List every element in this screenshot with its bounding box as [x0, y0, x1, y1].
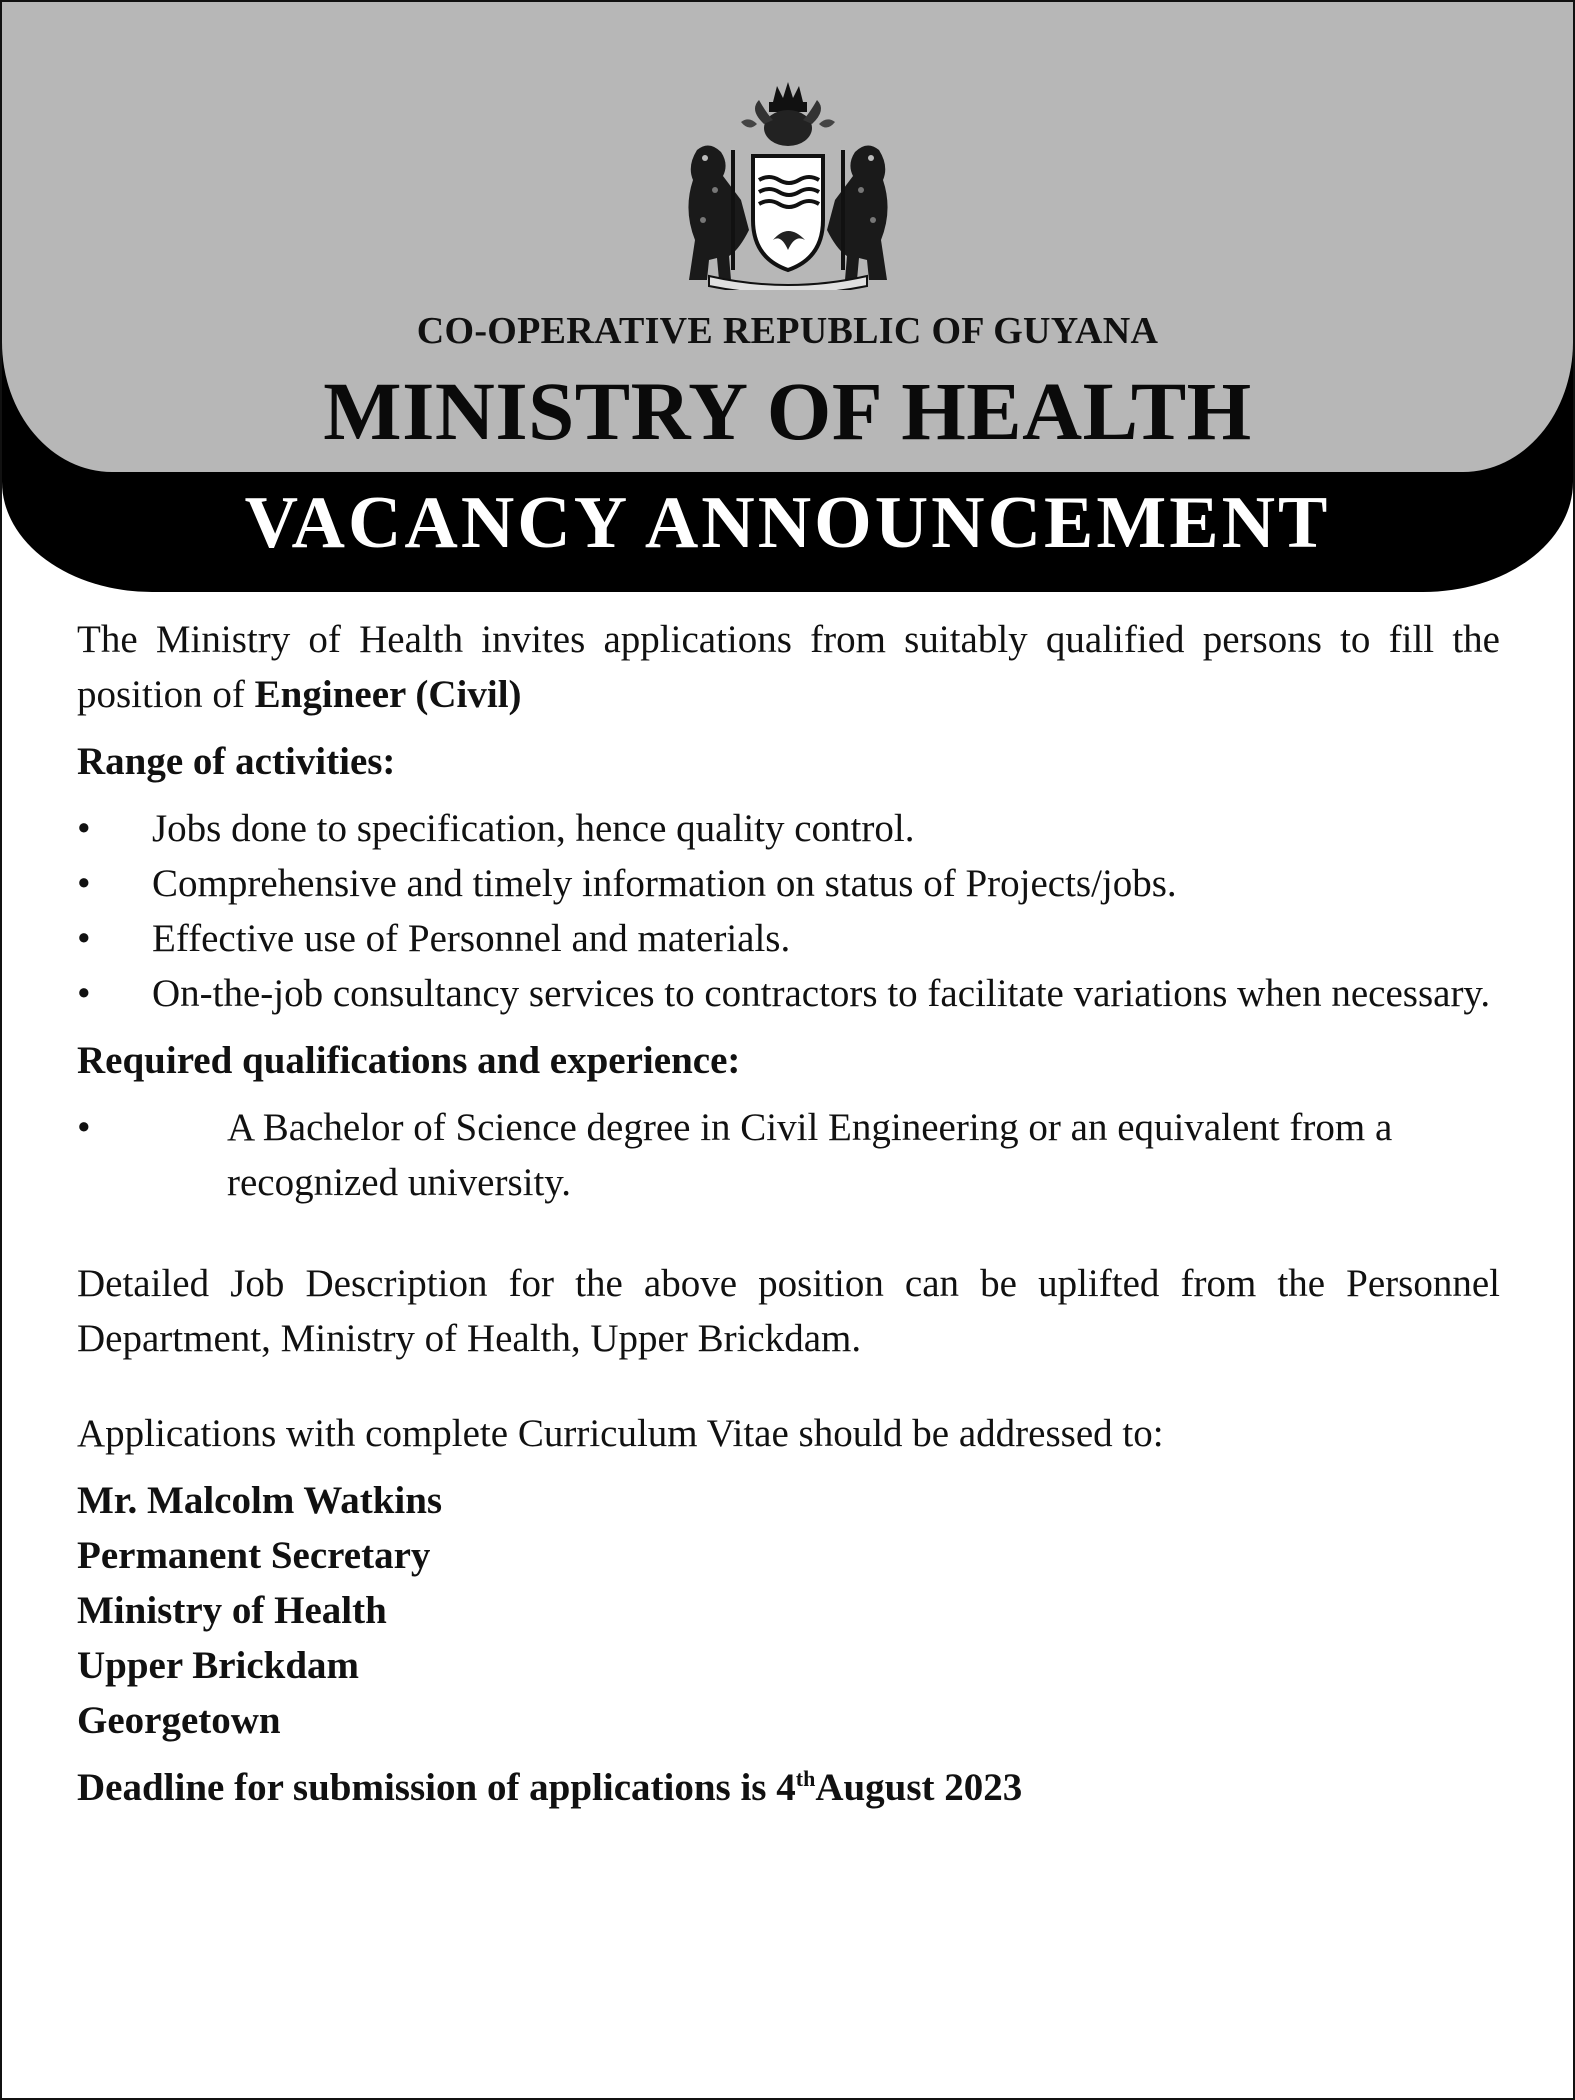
qualifications-list	[77, 1100, 1500, 1210]
qualifications-heading: Required qualifications and experience:	[77, 1039, 741, 1082]
activity-text: Comprehensive and timely information on status of Projects/jobs.	[152, 862, 1177, 905]
bullet: •	[77, 972, 91, 1015]
qualification-text: A Bachelor of Science degree in Civil Engineering or an equivalent from a recognized university.	[227, 1106, 1393, 1204]
list-item	[77, 856, 1500, 911]
list-item	[77, 911, 1500, 966]
activity-text: Jobs done to specification, hence quality control.	[152, 807, 915, 850]
bullet: •	[77, 1106, 91, 1149]
republic-name: CO-OPERATIVE REPUBLIC OF GUYANA	[416, 310, 1159, 352]
activity-text: Effective use of Personnel and materials.	[152, 917, 791, 960]
job-description-paragraph: Detailed Job Description for the above position can be uplifted from the Personnel Department, Ministry of Health, Upper Brickdam.	[77, 1262, 1500, 1360]
address-title: Permanent Secretary	[77, 1534, 431, 1577]
bullet: •	[77, 917, 91, 960]
deadline-ordinal: th	[795, 1766, 816, 1791]
list-item	[77, 1100, 1500, 1210]
deadline-line	[77, 1760, 1500, 1815]
bullet: •	[77, 862, 91, 905]
intro-paragraph	[77, 612, 1500, 722]
address-city: Georgetown	[77, 1699, 281, 1742]
list-item	[77, 801, 1500, 856]
intro-text: The Ministry of Health invites applications from suitably qualified persons to fill the position of	[77, 618, 1500, 716]
vacancy-banner: VACANCY ANNOUNCEMENT	[244, 482, 1331, 564]
address-organization: Ministry of Health	[77, 1589, 387, 1632]
applications-paragraph: Applications with complete Curriculum Vitae should be addressed to:	[77, 1412, 1164, 1455]
deadline-prefix: Deadline for submission of applications is 4	[77, 1766, 796, 1809]
activities-list	[77, 801, 1500, 1021]
mailing-address	[77, 1473, 1500, 1748]
activities-heading: Range of activities:	[77, 740, 396, 783]
activity-text: On-the-job consultancy services to contractors to facilitate variations when necessary.	[152, 972, 1491, 1015]
ministry-title: MINISTRY OF HEALTH	[323, 365, 1252, 457]
address-street: Upper Brickdam	[77, 1644, 360, 1687]
deadline-date: August 2023	[815, 1766, 1023, 1809]
coat-of-arms-icon	[669, 80, 907, 290]
position-name: Engineer (Civil)	[254, 673, 522, 716]
announcement-body	[77, 612, 1500, 1815]
address-name: Mr. Malcolm Watkins	[77, 1479, 443, 1522]
list-item	[77, 966, 1500, 1021]
bullet: •	[77, 807, 91, 850]
